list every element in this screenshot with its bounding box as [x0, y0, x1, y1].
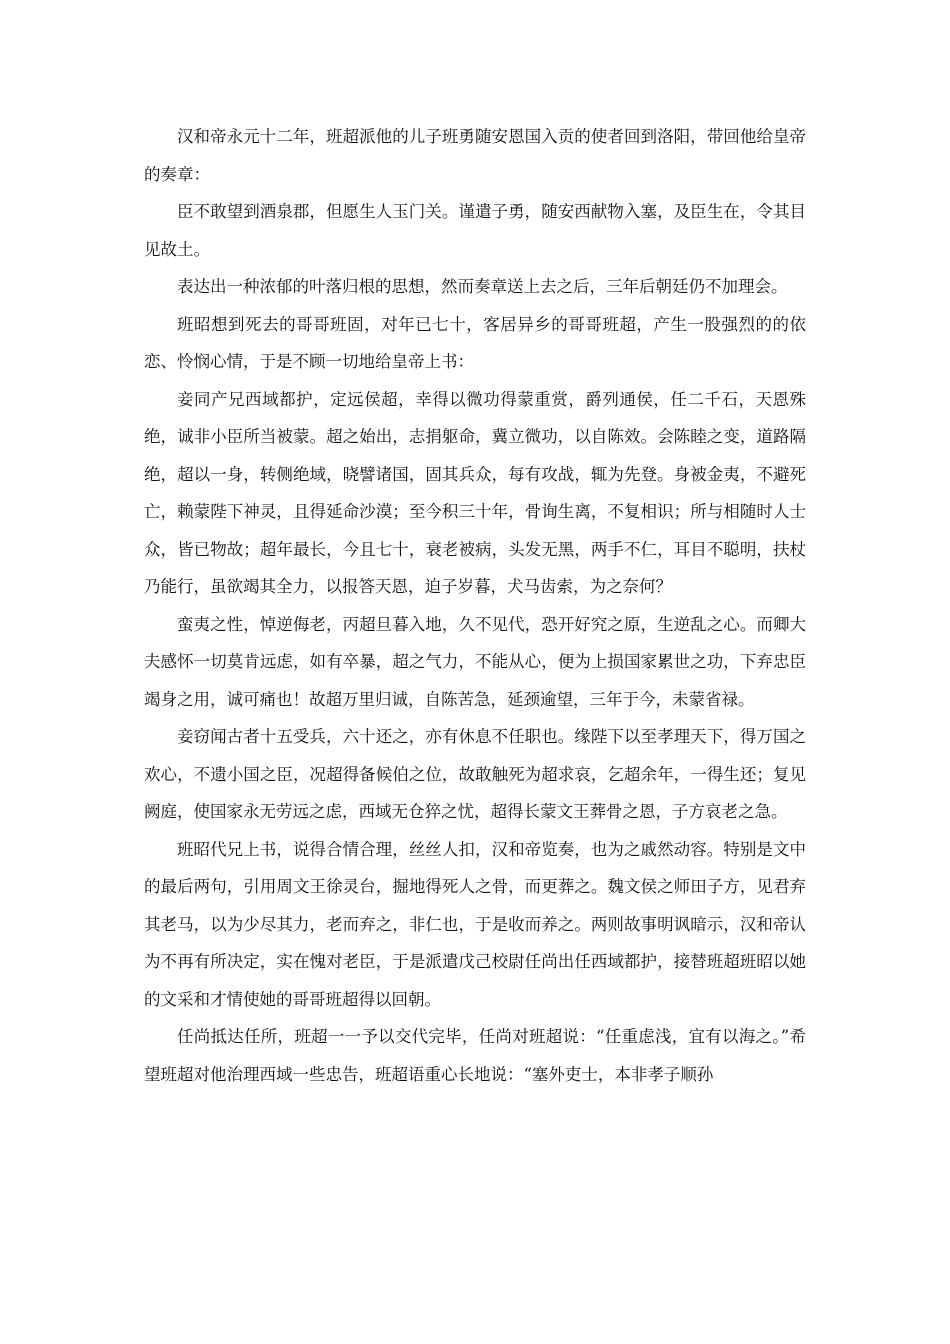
- paragraph: 臣不敢望到酒泉郡，但愿生人玉门关。谨遣子勇，随安西献物入塞，及臣生在，令其目见故土。: [144, 202, 806, 259]
- paragraph: 班昭想到死去的哥哥班固，对年已七十，客居异乡的哥哥班超，产生一股强烈的的依恋、怜悯心情，于是不顾一切地给皇帝上书：: [144, 314, 806, 371]
- paragraph: 任尚抵达任所，班超一一予以交代完毕，任尚对班超说：“任重虑浅，宜有以海之。”希望班超对他治理西域一些忠告，班超语重心长地说：“塞外吏士，本非孝子顺孙: [144, 1027, 806, 1084]
- paragraph: 妾同产兄西域都护，定远侯超，幸得以微功得蒙重赏，爵列通侯，任二千石，天恩殊绝，诚非小臣所当被蒙。超之始出，志捐躯命，冀立微功，以自陈效。会陈睦之变，道路隔绝，超以一身，转侧绝域，晓譬诸国，固其兵众，每有攻战，辄为先登。身被金夷，不避死亡，赖蒙陛下神灵，且得延命沙漠；至今积三十年，骨询生离，不复相识；所与相随时人士众，皆已物故；超年最长，今且七十，衰老被病，头发无黑，两手不仁，耳目不聪明，扶杖乃能行，虽欲竭其全力，以报答天恩，迫子岁暮，犬马齿索，为之奈何？: [144, 389, 806, 596]
- document-body: [144, 118, 806, 1093]
- paragraph: 汉和帝永元十二年，班超派他的儿子班勇随安恩国入贡的使者回到洛阳，带回他给皇帝的奏章：: [144, 127, 806, 184]
- paragraph: 班昭代兄上书，说得合情合理，丝丝人扣，汉和帝览奏，也为之戚然动容。特别是文中的最后两句，引用周文王徐灵台，掘地得死人之骨，而更葬之。魏文侯之师田子方，见君弃其老马，以为少尽其力，老而弃之，非仁也，于是收而养之。两则故事明讽暗示，汉和帝认为不再有所决定，实在愧对老臣，于是派遣戊己校尉任尚出任西域都护，接替班超班昭以她的文采和才情使她的哥哥班超得以回朝。: [144, 839, 806, 1009]
- paragraph: 蛮夷之性，悼逆侮老，丙超旦暮入地，久不见代，恐开好究之原，生逆乱之心。而卿大夫感怀一切莫肯远虑，如有卒暴，超之气力，不能从心，便为上损国家累世之功，下弃忠臣竭身之用，诚可痛也！故超万里归诚，自陈苦急，延颈逾望，三年于今，未蒙省禄。: [144, 614, 806, 709]
- paragraph: 妾窃闻古者十五受兵，六十还之，亦有休息不任职也。缘陛下以至孝理天下，得万国之欢心，不遗小国之臣，况超得备候伯之位，故敢触死为超求哀，乞超余年，一得生还；复见阙庭，使国家永无劳远之虑，西域无仓猝之忧，超得长蒙文王葬骨之恩，子方哀老之急。: [144, 727, 806, 821]
- paragraph: 表达出一种浓郁的叶落归根的思想，然而奏章送上去之后，三年后朝廷仍不加理会。: [177, 277, 788, 296]
